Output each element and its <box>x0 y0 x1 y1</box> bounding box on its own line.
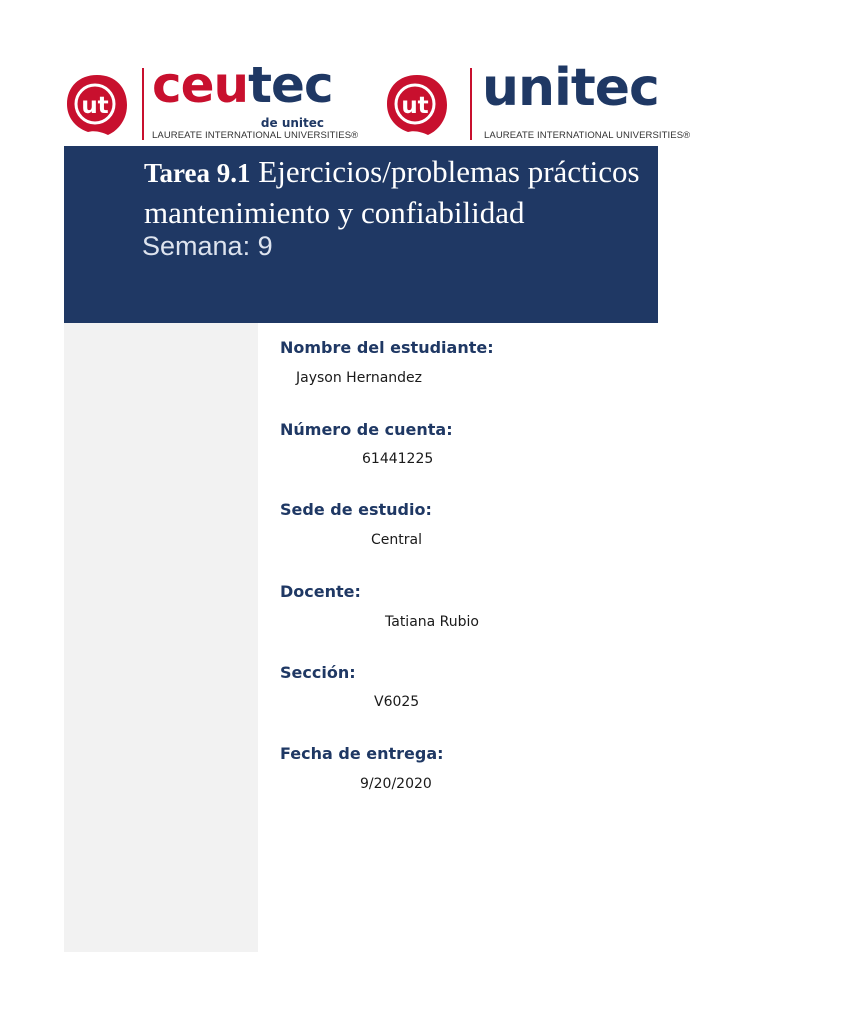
teacher-label: Docente: <box>280 582 361 601</box>
campus-label: Sede de estudio: <box>280 500 432 519</box>
left-sidebar-panel <box>64 323 258 952</box>
ceutec-divider <box>142 68 144 140</box>
ceutec-wordmark-part1: ceu <box>152 56 249 114</box>
unitec-logo <box>384 58 691 142</box>
due-date-label: Fecha de entrega: <box>280 744 444 763</box>
assignment-title-number: Tarea 9.1 <box>144 158 251 188</box>
unitec-divider <box>470 68 472 140</box>
title-banner <box>64 146 658 323</box>
ceutec-logo <box>64 56 359 142</box>
ceutec-sub-label: de unitec <box>260 116 324 130</box>
due-date-value: 9/20/2020 <box>360 776 432 792</box>
ceutec-tagline: LAUREATE INTERNATIONAL UNIVERSITIES® <box>152 130 359 141</box>
student-name-label: Nombre del estudiante: <box>280 338 494 357</box>
assignment-title-text: Ejercicios/problemas prácticos <box>250 154 640 189</box>
teacher-value: Tatiana Rubio <box>385 614 479 630</box>
account-number-label: Número de cuenta: <box>280 420 453 439</box>
ceutec-wordmark <box>152 56 333 114</box>
section-label: Sección: <box>280 663 356 682</box>
campus-value: Central <box>371 532 422 548</box>
assignment-title <box>144 152 844 233</box>
section-value: V6025 <box>374 694 420 710</box>
ceutec-badge-text: ut <box>81 93 109 119</box>
account-number-value: 61441225 <box>362 451 434 467</box>
student-name-value: Jayson Hernandez <box>296 370 422 386</box>
unitec-tagline: LAUREATE INTERNATIONAL UNIVERSITIES® <box>484 130 691 141</box>
unitec-badge-icon <box>384 72 450 138</box>
unitec-wordmark: unitec <box>482 58 659 118</box>
unitec-badge-text: ut <box>401 93 429 119</box>
ceutec-badge-icon <box>64 72 130 138</box>
assignment-title-line2: mantenimiento y confiabilidad <box>144 195 525 230</box>
week-label: Semana: 9 <box>142 231 273 261</box>
ceutec-wordmark-part2: tec <box>248 56 333 114</box>
